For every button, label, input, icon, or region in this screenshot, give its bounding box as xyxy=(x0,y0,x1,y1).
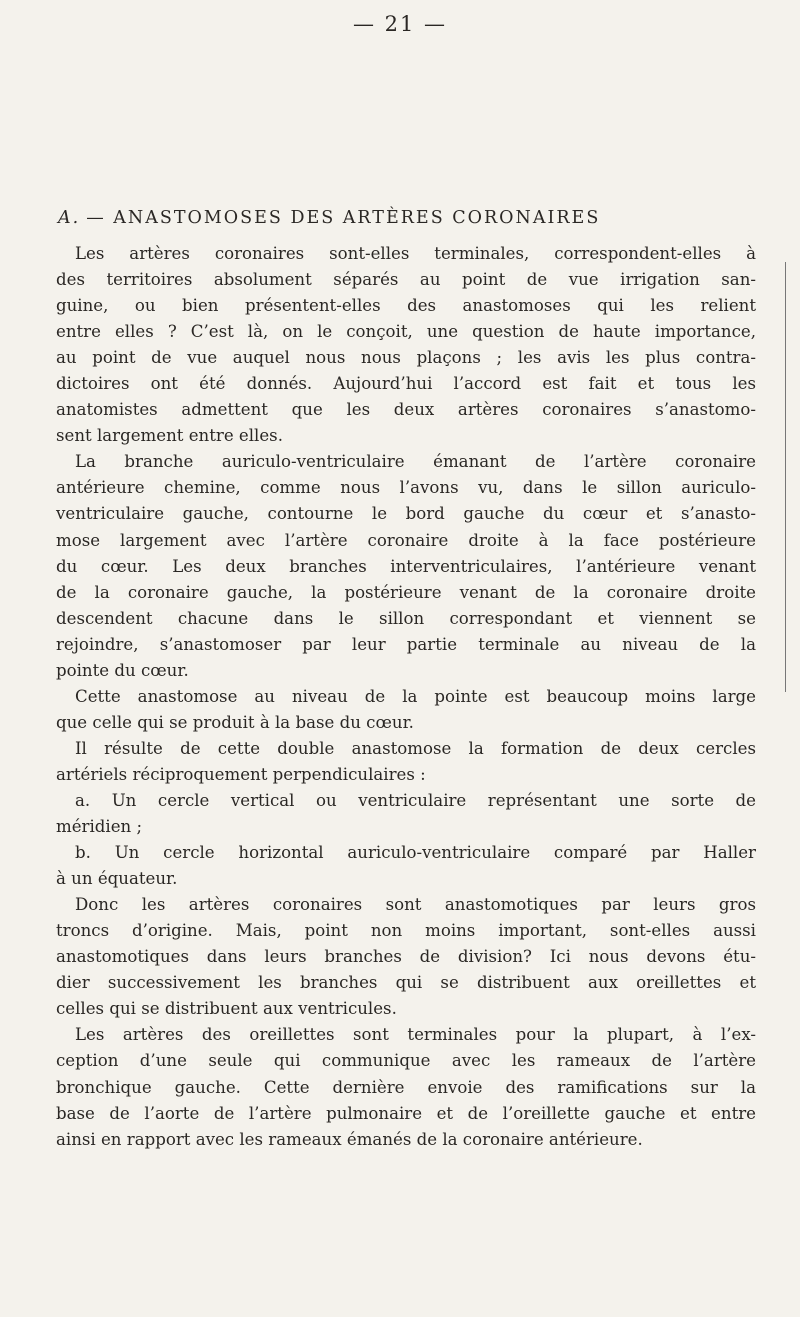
text-line: a. Un cercle vertical ou ventriculaire représentant une sorte de xyxy=(75,790,756,810)
section-heading xyxy=(58,208,748,228)
text-line: Les artères des oreillettes sont terminales pour la plupart, à l’ex- xyxy=(75,1025,756,1045)
text-line: dier successivement les branches qui se distribuent aux oreillettes et xyxy=(56,973,756,993)
section-title-text: — ANASTOMOSES DES ARTÈRES CORONAIRES xyxy=(86,208,601,228)
section-letter: A. xyxy=(58,208,81,228)
text-line: pointe du cœur. xyxy=(56,660,189,680)
text-line: que celle qui se produit à la base du cœur. xyxy=(56,712,414,732)
page-edge-mark xyxy=(785,262,786,692)
text-line: La branche auriculo-ventriculaire émanant de l’artère coronaire xyxy=(75,452,756,472)
text-line: anastomotiques dans leurs branches de division? Ici nous devons étu- xyxy=(56,947,756,967)
text-line: anatomistes admettent que les deux artères coronaires s’anastomo- xyxy=(56,400,756,420)
text-line: entre elles ? C’est là, on le conçoit, une question de haute importance, xyxy=(56,322,756,342)
text-line: de la coronaire gauche, la postérieure venant de la coronaire droite xyxy=(56,582,756,602)
text-line: du cœur. Les deux branches interventriculaires, l’antérieure venant xyxy=(56,556,756,576)
text-line: Les artères coronaires sont-elles terminales, correspondent-elles à xyxy=(75,244,756,263)
text-line: ception d’une seule qui communique avec les rameaux de l’artère xyxy=(56,1051,756,1071)
text-line: guine, ou bien présentent-elles des anastomoses qui les relient xyxy=(56,296,756,316)
text-line: artériels réciproquement perpendiculaires : xyxy=(56,764,426,784)
text-line: antérieure chemine, comme nous l’avons vu, dans le sillon auriculo- xyxy=(56,478,756,498)
text-line: méridien ; xyxy=(56,817,143,837)
text-line: des territoires absolument séparés au point de vue irrigation san- xyxy=(56,270,756,290)
text-line: base de l’aorte de l’artère pulmonaire et de l’oreillette gauche et entre xyxy=(56,1103,756,1123)
text-line: rejoindre, s’anastomoser par leur partie terminale au niveau de la xyxy=(56,634,756,654)
text-line: bronchique gauche. Cette dernière envoie des ramifications sur la xyxy=(56,1077,756,1097)
text-line: sent largement entre elles. xyxy=(56,426,283,446)
text-line: au point de vue auquel nous nous plaçons ; les avis les plus contra- xyxy=(56,348,756,368)
text-line: mose largement avec l’artère coronaire droite à la face postérieure xyxy=(56,530,756,550)
text-line: Il résulte de cette double anastomose la formation de deux cercles xyxy=(75,738,756,758)
text-line: b. Un cercle horizontal auriculo-ventriculaire comparé par Haller xyxy=(75,843,756,863)
text-line: dictoires ont été donnés. Aujourd’hui l’accord est fait et tous les xyxy=(56,374,756,394)
text-line: Cette anastomose au niveau de la pointe est beaucoup moins large xyxy=(75,686,756,706)
text-line: descendent chacune dans le sillon correspondant et viennent se xyxy=(56,608,756,628)
text-line: celles qui se distribuent aux ventricules. xyxy=(56,999,397,1019)
text-line: Donc les artères coronaires sont anastomotiques par leurs gros xyxy=(75,895,756,915)
text-line: à un équateur. xyxy=(56,869,178,889)
text-line: troncs d’origine. Mais, point non moins important, sont-elles aussi xyxy=(56,921,756,941)
page-number: — 21 — xyxy=(352,12,448,36)
text-line: ainsi en rapport avec les rameaux émanés de la coronaire antérieure. xyxy=(56,1129,643,1149)
text-line: ventriculaire gauche, contourne le bord gauche du cœur et s’anasto- xyxy=(56,504,756,524)
body-text xyxy=(56,241,756,1153)
